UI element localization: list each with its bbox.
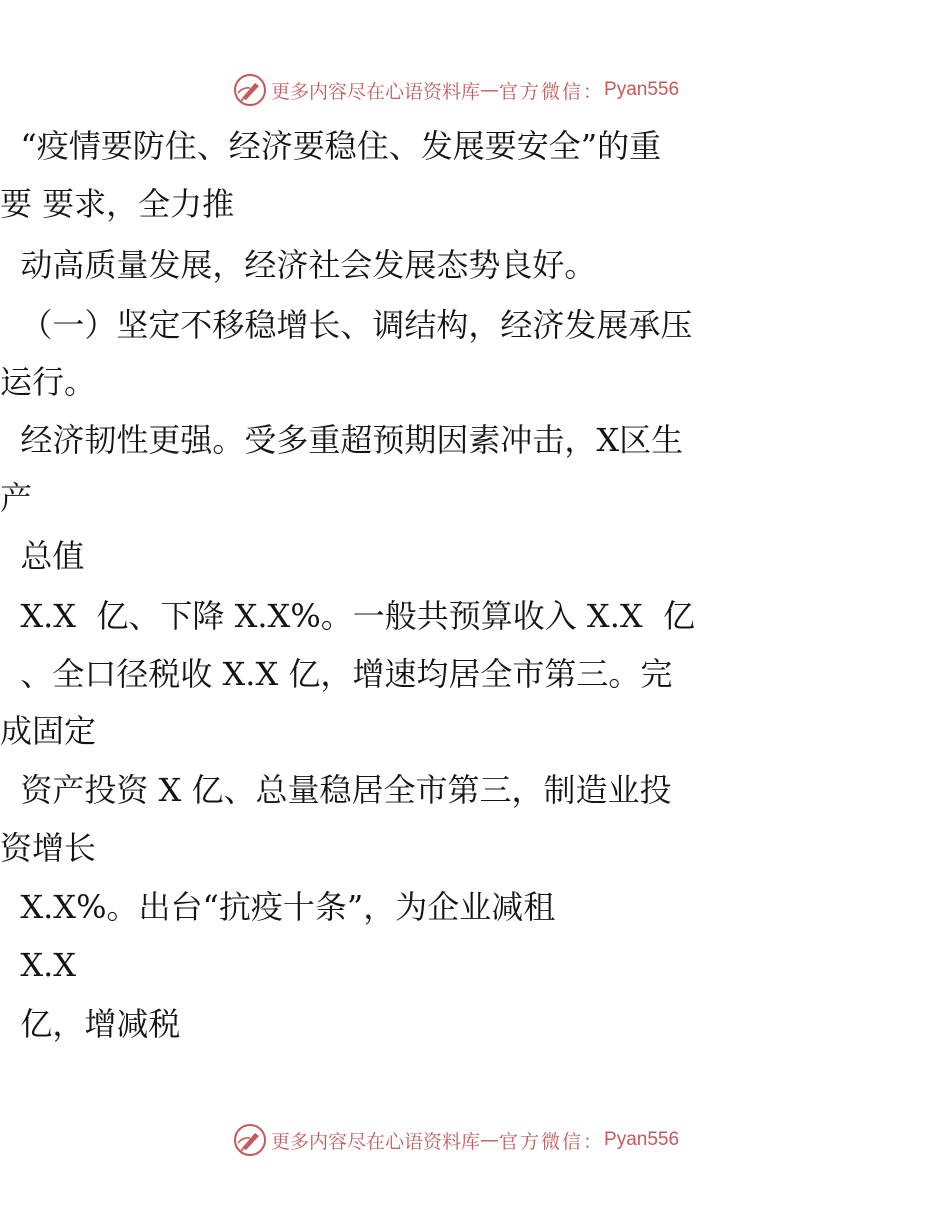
body-line: 成固定 [0,712,97,750]
body-line: 资产投资 X 亿、总量稳居全市第三，制造业投 [0,771,672,809]
pen-logo-icon [233,73,267,107]
watermark-dash: — [480,79,500,101]
watermark-wechat-label: 官方微信： [499,80,605,103]
body-line: 运行。 [0,363,97,401]
body-line: 产 [0,479,33,517]
body-line: “疫情要防住、经济要稳住、发展要安全”的重 [0,127,662,165]
header-watermark [233,72,679,108]
body-line: 动高质量发展，经济社会发展态势良好。 [0,246,597,284]
body-line: 总值 [0,537,85,575]
watermark-wechat-label: 官方微信： [499,1130,605,1153]
watermark-site-name: 更多内容尽在心语资料库 [271,1130,481,1153]
watermark-site-name: 更多内容尽在心语资料库 [271,80,481,103]
body-line: X.X [0,946,77,984]
body-line: 亿，增减税 [0,1005,181,1043]
watermark-wechat-id: Pyan556 [604,79,680,100]
body-line: X.X%。出台“抗疫十条”，为企业减租 [0,888,556,926]
body-line: 要 要求，全力推 [0,185,235,223]
watermark-wechat-id: Pyan556 [604,1129,680,1150]
watermark-dash: — [480,1129,500,1151]
footer-watermark [233,1122,679,1158]
body-line: 资增长 [0,829,97,867]
body-line: X.X 亿、下降 X.X%。一般共预算收入 X.X 亿 [0,597,695,635]
body-line: 经济韧性更强。受多重超预期因素冲击，X区生 [0,421,684,459]
body-line: 、全口径税收 X.X 亿，增速均居全市第三。完 [0,655,673,693]
body-line: （一）坚定不移稳增长、调结构，经济发展承压 [0,306,693,344]
pen-logo-icon [233,1123,267,1157]
